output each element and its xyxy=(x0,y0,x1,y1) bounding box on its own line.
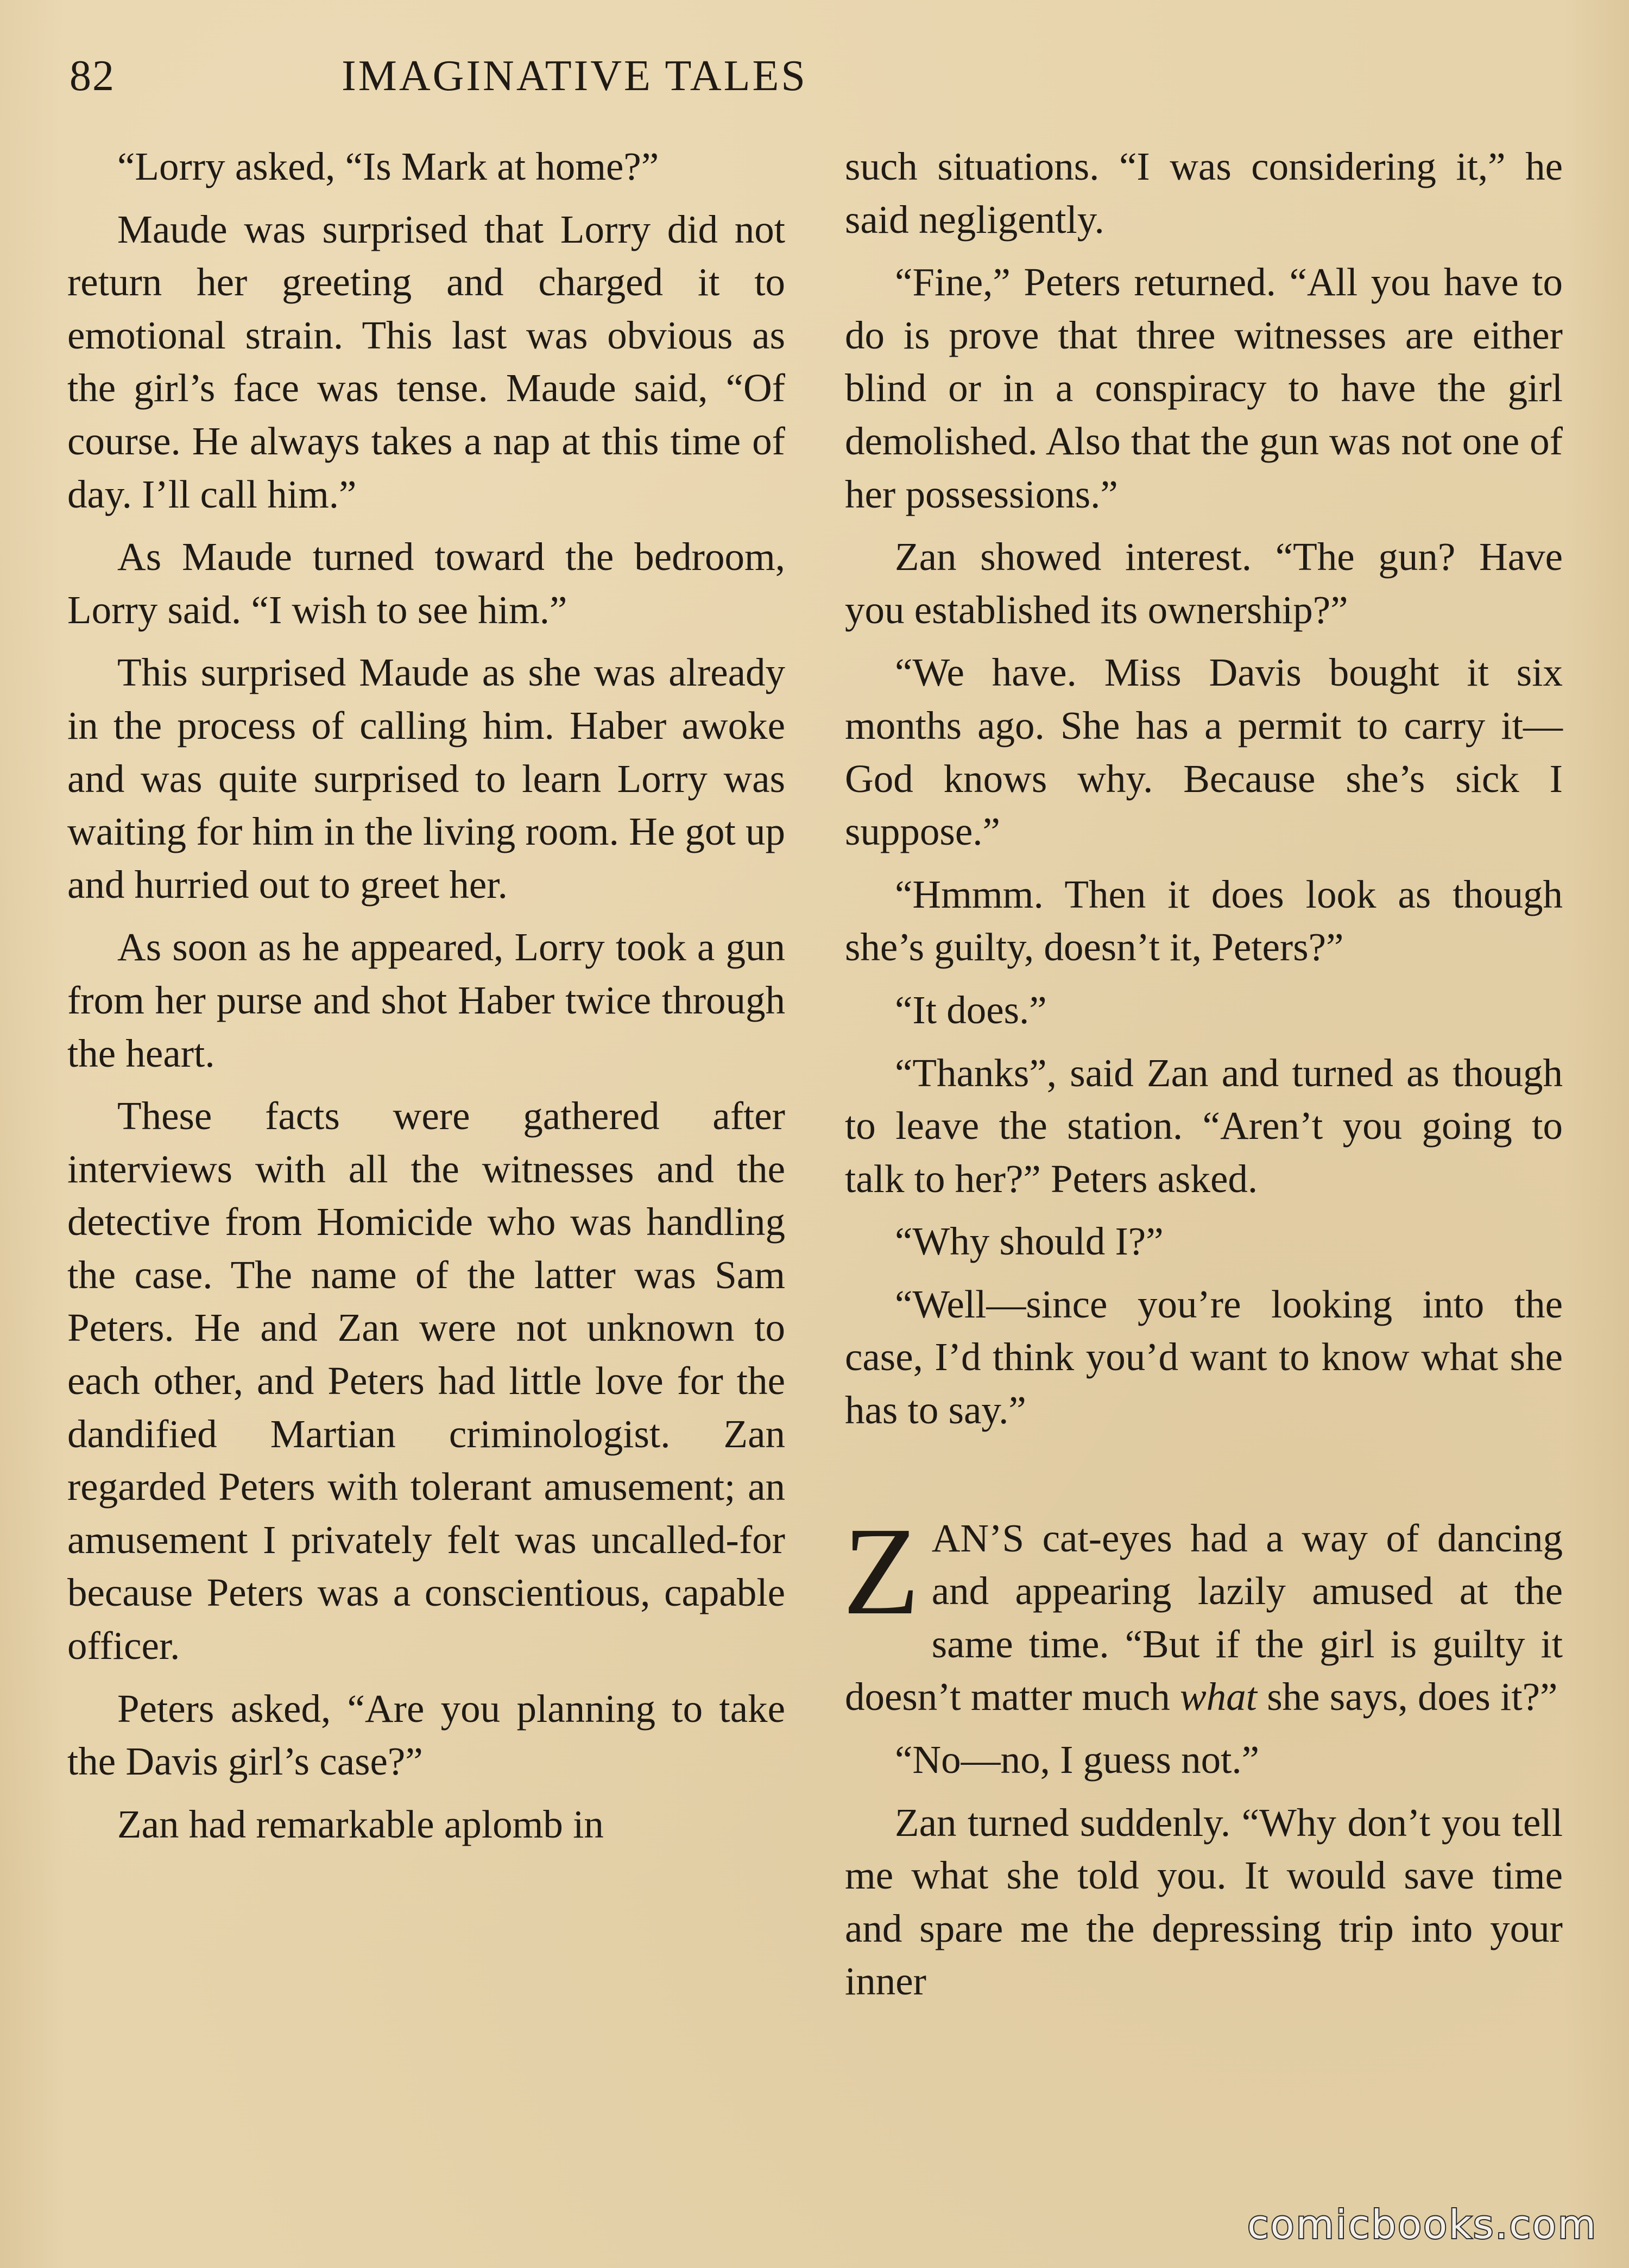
paragraph: “No—no, I guess not.” xyxy=(895,1738,1260,1782)
paragraph: “It does.” xyxy=(895,987,1047,1032)
paragraph: Zan turned suddenly. “Why don’t you tell me what she told you. It would save time and spare me the depressing trip into your inner xyxy=(845,1800,1563,2004)
paragraph: This surprised Maude as she was already in the process of calling him. Haber awoke and was quite surprised to learn Lorry was waiting for him in the living room. He got up and hurried out to greet her. xyxy=(67,650,785,907)
page-number: 82 xyxy=(70,52,115,100)
dropcap-text: AN’S cat-eyes had a way of dancing and appearing lazily amused at the same time. “But if the girl is guilty it doesn’t matter much xyxy=(845,1516,1563,1719)
right-column xyxy=(845,140,1563,2018)
drop-cap-letter: Z xyxy=(843,1501,920,1641)
paragraph: These facts were gathered after interviews with all the witnesses and the detective from Homicide who was handling the case. The name of the latter was Sam Peters. He and Zan were not unknown to each other, and Peters had little love for the dandified Martian criminologist. Zan regarded Peters with tolerant amusement; an amusement I privately felt was uncalled-for because Peters was a conscientious, capable officer. xyxy=(67,1094,785,1668)
paragraph: As soon as he appeared, Lorry took a gun from her purse and shot Haber twice through the heart. xyxy=(67,925,785,1075)
paragraph: Maude was surprised that Lorry did not return her greeting and charged it to emotional strain. This last was obvious as the girl’s face was tense. Maude said, “Of course. He always takes a nap at this time of day. I’ll call him.” xyxy=(67,207,785,516)
left-column xyxy=(67,140,785,1860)
italic-word: what xyxy=(1179,1675,1257,1719)
paragraph: “Hmmm. Then it does look as though she’s guilty, doesn’t it, Peters?” xyxy=(845,872,1563,970)
paragraph-continued: such situations. “I was considering it,” he said negligently. xyxy=(845,144,1563,242)
paragraph: “We have. Miss Davis bought it six months ago. She has a permit to carry it—God knows why. Because she’s sick I suppose.” xyxy=(845,650,1563,854)
paragraph: Zan showed interest. “The gun? Have you established its ownership?” xyxy=(845,535,1563,632)
page-header xyxy=(70,52,1079,111)
paragraph: “Lorry asked, “Is Mark at home?” xyxy=(117,144,659,188)
paragraph: “Fine,” Peters returned. “All you have to do is prove that three witnesses are either blind or in a conspiracy to have the girl demolished. Also that the gun was not one of her possessions.” xyxy=(845,260,1563,516)
paragraph: Zan had remarkable aplomb in xyxy=(117,1802,604,1846)
dropcap-paragraph xyxy=(843,1501,1563,1724)
dropcap-text-end: she says, does it?” xyxy=(1267,1675,1558,1719)
running-title: IMAGINATIVE TALES xyxy=(342,52,807,100)
watermark: comicbooks.com xyxy=(1247,2202,1598,2247)
section-break xyxy=(845,1447,1563,1512)
paragraph: “Why should I?” xyxy=(895,1219,1164,1264)
paragraph: “Well—since you’re looking into the case, I’d think you’d want to know what she has to say.” xyxy=(845,1282,1563,1433)
paragraph: “Thanks”, said Zan and turned as though to leave the station. “Aren’t you going to talk to her?” Peters asked. xyxy=(845,1050,1563,1201)
paragraph: As Maude turned toward the bedroom, Lorry said. “I wish to see him.” xyxy=(67,535,785,632)
paragraph: Peters asked, “Are you planning to take the Davis girl’s case?” xyxy=(67,1686,785,1784)
